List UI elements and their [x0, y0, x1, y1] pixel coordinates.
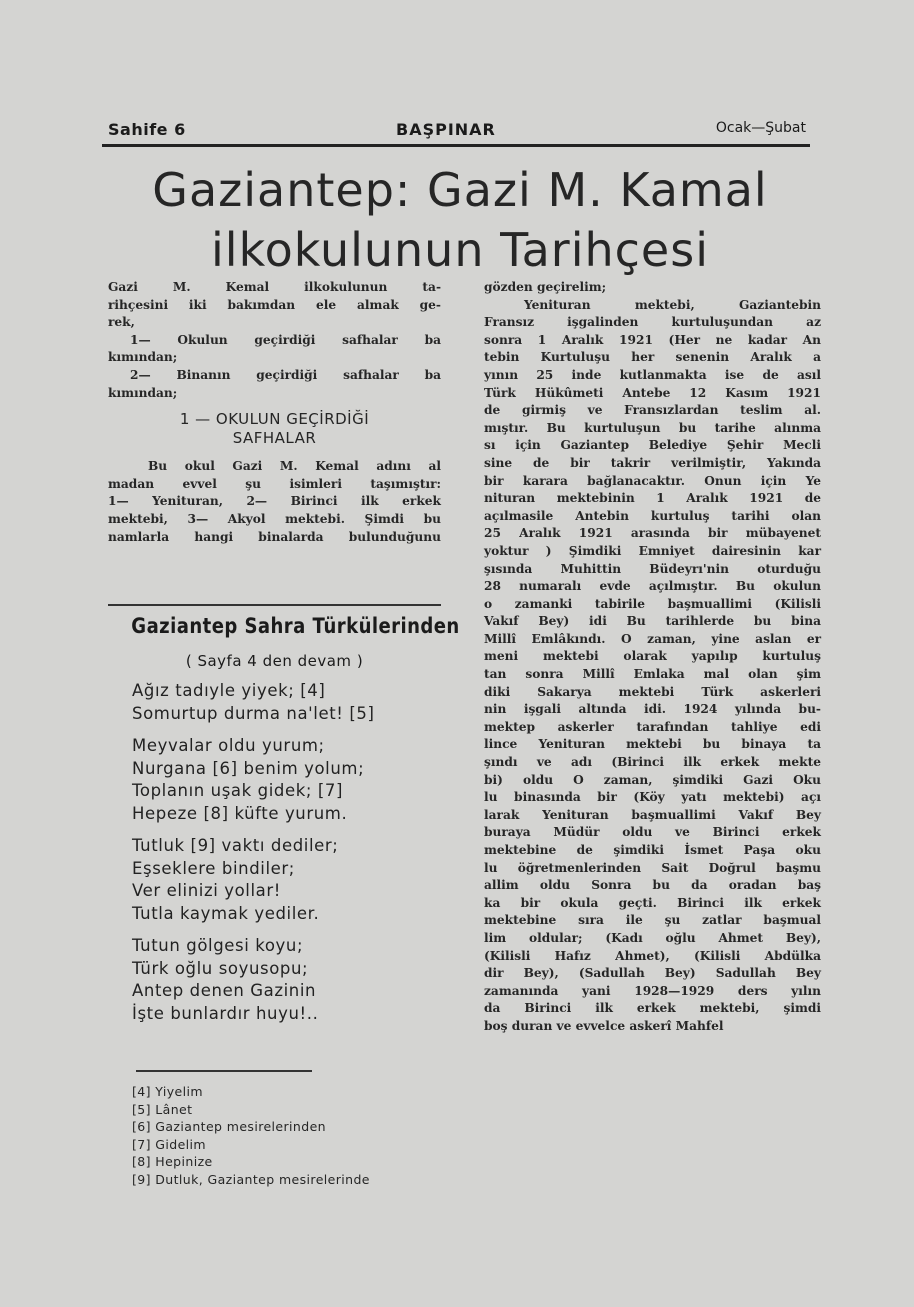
- text-line: nin işgali altında idi. 1924 yılında bu-: [484, 702, 821, 717]
- poem-line: Tutluk [9] vaktı dediler;: [132, 836, 339, 855]
- poem-line: Meyvalar oldu yurum;: [132, 736, 325, 755]
- text-line: Vakıf Bey) idi Bu tarihlerde bu bina: [484, 614, 821, 629]
- text-line: da Birinci ilk erkek mektebi, şimdi: [484, 1001, 821, 1016]
- text-line: Yenituran mektebi, Gaziantebin: [524, 297, 821, 312]
- stanza: [132, 735, 442, 825]
- text-line: rihçesini iki bakımdan ele almak ge-: [108, 297, 441, 312]
- text-line: sonra 1 Aralık 1921 (Her ne kadar An: [484, 332, 821, 347]
- section-heading-line-1: 1 — OKULUN GEÇİRDİĞİ: [179, 410, 370, 429]
- footnotes: [132, 1083, 452, 1189]
- text-line: dir Bey), (Sadullah Bey) Sadullah Bey: [484, 966, 821, 981]
- poem-line: İşte bunlardır huyu!..: [132, 1003, 319, 1023]
- text-line: açılmasile Antebin kurtuluş tarihi olan: [484, 508, 821, 523]
- poem-line: Tutun gölgesi koyu;: [132, 936, 304, 955]
- text-line: mektebi, 3— Akyol mektebi. Şimdi bu: [108, 511, 441, 526]
- text-line: allim oldu Sonra bu da oradan baş: [484, 878, 821, 893]
- text-line: Bu okul Gazi M. Kemal adını al: [148, 459, 441, 474]
- poem-line: Toplanın uşak gidek; [7]: [132, 781, 344, 800]
- text-line: tebin Kurtuluşu her senenin Aralık a: [484, 350, 821, 365]
- text-line: 2— Binanın geçirdiği safhalar ba: [130, 367, 441, 382]
- text-line: sı için Gaziantep Belediye Şehir Mecli: [484, 438, 821, 453]
- text-line: lu öğretmenlerinden Sait Doğrul başmu: [484, 860, 821, 875]
- text-line: Türk Hükûmeti Antebe 12 Kasım 1921: [484, 385, 821, 400]
- stanza: [132, 935, 442, 1025]
- text-line: sine de bir takrir verilmiştir, Yakında: [484, 455, 821, 470]
- poem-line: Tutla kaymak yediler.: [132, 903, 320, 923]
- poem-line: Ver elinizi yollar!: [132, 881, 281, 900]
- text-line: o zamanki tabirile başmuallimi (Kilisli: [484, 596, 821, 611]
- text-line: 1— Yenituran, 2— Birinci ilk erkek: [108, 494, 441, 509]
- text-line: diki Sakarya mektebi Türk askerleri: [484, 684, 821, 699]
- text-line: larak Yenituran başmuallimi Vakıf Bey: [484, 807, 821, 822]
- text-line: lim oldular; (Kadı oğlu Ahmet Bey),: [484, 930, 821, 945]
- text-line: kımından;: [108, 385, 178, 400]
- text-line: meni mektebi olarak yapılıp kurtuluş: [484, 649, 821, 664]
- text-line: boş duran ve evvelce askerî Mahfel: [484, 1018, 724, 1033]
- text-line: mektep askerler tarafından tahliye edi: [484, 719, 821, 734]
- text-line: (Kilisli Hafız Ahmet), (Kilisli Abdülka: [484, 948, 821, 963]
- poem-line: Eşseklere bindiler;: [132, 858, 295, 878]
- text-line: tan sonra Millî Emlaka mal olan şim: [484, 667, 821, 682]
- footnote: [6] Gaziantep mesirelerinden: [132, 1119, 326, 1135]
- text-line: madan evvel şu isimleri taşımıştır:: [108, 476, 441, 491]
- article-title-line-2: ilkokulunun Tarihçesi: [211, 223, 709, 277]
- page-number: Sahife 6: [108, 120, 186, 139]
- text-line: ka bir okula geçti. Birinci ilk erkek: [484, 895, 821, 910]
- text-line: gözden geçirelim;: [484, 280, 607, 294]
- text-line: lince Yenituran mektebi bu binaya ta: [484, 737, 821, 752]
- text-line: mektebine de şimdiki İsmet Paşa oku: [484, 843, 821, 857]
- poem-title: Gaziantep Sahra Türkülerinden: [131, 614, 460, 638]
- text-line: 25 Aralık 1921 arasında bir mübayenet: [484, 526, 821, 541]
- footnote: [5] Lânet: [132, 1101, 193, 1117]
- footnote: [7] Gidelim: [132, 1136, 206, 1152]
- text-line: şındı ve adı (Birinci ilk erkek mekte: [484, 755, 821, 770]
- text-line: yının 25 inde kutlanmakta ise de asıl: [484, 367, 821, 382]
- text-line: şısında Muhittin Büdeyrı'nin oturduğu: [484, 561, 821, 576]
- footnote: [8] Hepinize: [132, 1154, 213, 1170]
- poem-line: Hepeze [8] küfte yurum.: [132, 803, 348, 823]
- page-header: [104, 120, 810, 144]
- text-line: 1— Okulun geçirdiği safhalar ba: [130, 332, 441, 347]
- text-line: de girmiş ve Fransızlardan teslim al.: [484, 403, 821, 418]
- header-rule: [102, 144, 810, 147]
- poem-subtitle: ( Sayfa 4 den devam ): [185, 652, 364, 670]
- text-line: bi) oldu O zaman, şimdiki Gazi Oku: [484, 772, 821, 787]
- article-title: [100, 160, 820, 280]
- text-line: bir karara bağlanacaktır. Onun için Ye: [484, 473, 821, 488]
- text-line: Gazi M. Kemal ilkokulunun ta-: [108, 280, 441, 294]
- footnote: [4] Yiyelim: [132, 1084, 203, 1099]
- text-line: mektebine sıra ile şu zatlar başmual: [484, 913, 821, 928]
- text-line: mıştır. Bu kurtuluşun bu tarihe alınma: [484, 420, 821, 435]
- text-line: zamanında yani 1928—1929 ders yılın: [484, 983, 821, 998]
- issue-date: Ocak—Şubat: [715, 120, 806, 136]
- text-line: Millî Emlâkındı. O zaman, yine aslan er: [484, 631, 821, 646]
- footnote-divider: [136, 1070, 312, 1072]
- section-divider: [108, 604, 441, 606]
- footnote: [9] Dutluk, Gaziantep mesirelerinde: [132, 1171, 370, 1187]
- poem-line: Ağız tadıyle yiyek; [4]: [132, 681, 326, 700]
- poem-line: Türk oğlu soyusopu;: [132, 958, 309, 978]
- text-line: rek,: [108, 315, 135, 330]
- stanza: [132, 835, 442, 925]
- article-title-line-1: Gaziantep: Gazi M. Kamal: [152, 163, 768, 217]
- text-line: nituran mektebinin 1 Aralık 1921 de: [484, 491, 821, 506]
- text-line: 28 numaralı evde açılmıştır. Bu okulun: [484, 579, 821, 594]
- right-column: [484, 279, 821, 1036]
- left-column: [108, 279, 441, 546]
- poem: [132, 680, 442, 1035]
- text-line: kımından;: [108, 350, 178, 365]
- poem-line: Antep denen Gazinin: [132, 981, 317, 1000]
- text-line: namlarla hangi binalarda bulunduğunu: [108, 529, 441, 544]
- text-line: buraya Müdür oldu ve Birinci erkek: [484, 825, 821, 840]
- text-line: Fransız işgalinden kurtuluşundan az: [484, 315, 821, 330]
- poem-line: Somurtup durma na'let! [5]: [132, 703, 375, 723]
- stanza: [132, 680, 442, 725]
- section-heading-line-2: SAFHALAR: [232, 429, 317, 448]
- text-line: yoktur ) Şimdiki Emniyet dairesinin kar: [484, 543, 821, 558]
- poem-line: Nurgana [6] benim yolum;: [132, 758, 365, 778]
- publication-name: BAŞPINAR: [396, 120, 496, 139]
- text-line: lu binasında bir (Köy yatı mektebi) açı: [484, 790, 821, 805]
